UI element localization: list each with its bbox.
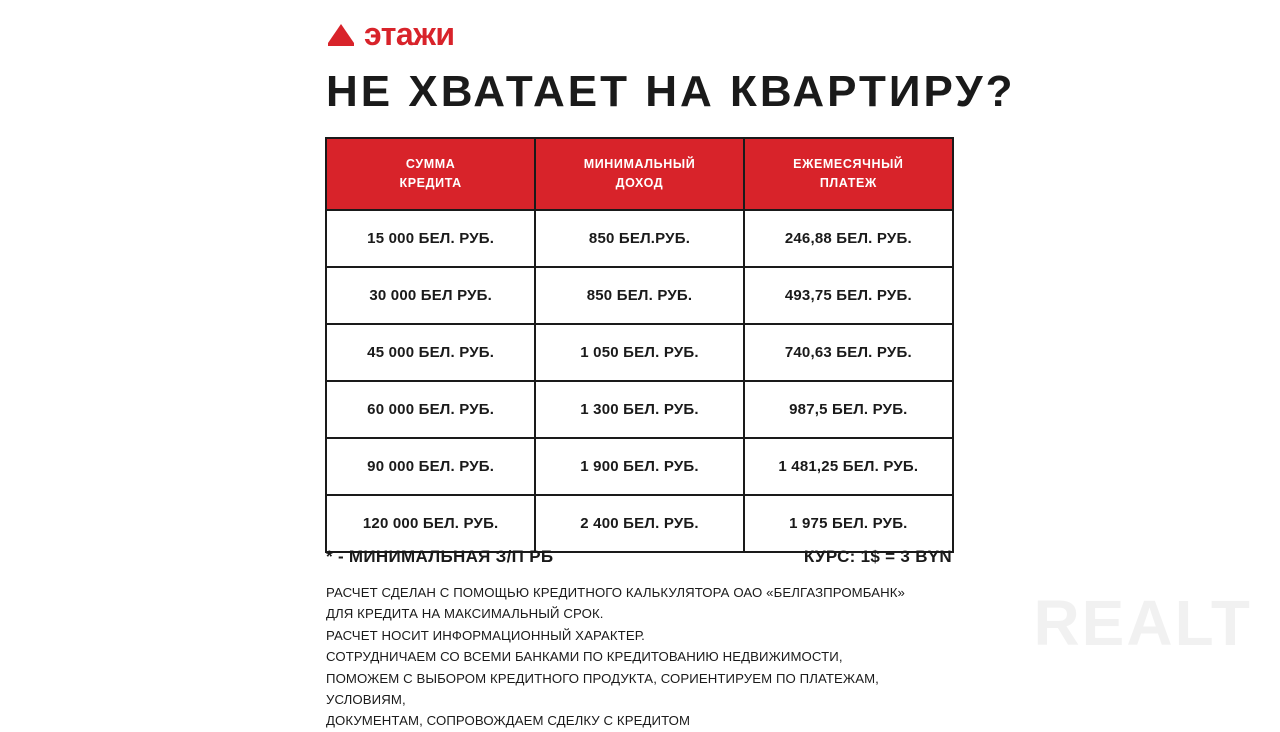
- brand-logo: [326, 18, 455, 50]
- table-cell: 60 000 БЕЛ. РУБ.: [327, 381, 535, 438]
- table-cell: 987,5 БЕЛ. РУБ.: [744, 381, 952, 438]
- fineprint-line: УСЛОВИЯМ,: [326, 691, 406, 707]
- table-header-row: [327, 139, 952, 210]
- table-cell: 45 000 БЕЛ. РУБ.: [327, 324, 535, 381]
- table-body: [327, 210, 952, 551]
- table-header-cell: [327, 139, 535, 210]
- table-header-cell: [535, 139, 743, 210]
- table-cell: 493,75 БЕЛ. РУБ.: [744, 267, 952, 324]
- table-cell: 850 БЕЛ. РУБ.: [535, 267, 743, 324]
- fineprint-line: РАСЧЕТ НОСИТ ИНФОРМАЦИОННЫЙ ХАРАКТЕР.: [326, 627, 645, 643]
- table-row: [327, 267, 952, 324]
- credit-table-wrapper: [325, 137, 954, 553]
- table-row: [327, 210, 952, 267]
- credit-table: [327, 139, 952, 551]
- watermark: REALT: [1033, 587, 1252, 659]
- page-title: НЕ ХВАТАЕТ НА КВАРТИРУ?: [326, 67, 1016, 116]
- table-cell: 1 975 БЕЛ. РУБ.: [744, 495, 952, 551]
- fineprint-line: ДЛЯ КРЕДИТА НА МАКСИМАЛЬНЫЙ СРОК.: [326, 606, 604, 622]
- header-line: КРЕДИТА: [399, 175, 462, 190]
- table-cell: 850 БЕЛ.РУБ.: [535, 210, 743, 267]
- table-cell: 740,63 БЕЛ. РУБ.: [744, 324, 952, 381]
- table-row: [327, 495, 952, 551]
- table-cell: 15 000 БЕЛ. РУБ.: [327, 210, 535, 267]
- fineprint-line: ПОМОЖЕМ С ВЫБОРОМ КРЕДИТНОГО ПРОДУКТА, СОРИЕНТИРУЕМ ПО ПЛАТЕЖАМ,: [326, 670, 879, 686]
- header-line: ДОХОД: [615, 175, 664, 190]
- house-roof-icon: [326, 21, 356, 47]
- table-cell: 1 300 БЕЛ. РУБ.: [535, 381, 743, 438]
- table-header: [327, 139, 952, 210]
- table-row: [327, 438, 952, 495]
- notes-row: [326, 547, 952, 567]
- table-row: [327, 324, 952, 381]
- header-line: ПЛАТЕЖ: [819, 175, 877, 190]
- exchange-rate-note: КУРС: 1$ = 3 BYN: [803, 547, 952, 566]
- minimum-salary-note: * - МИНИМАЛЬНАЯ З/П РБ: [326, 547, 554, 566]
- table-cell: 30 000 БЕЛ РУБ.: [327, 267, 535, 324]
- table-cell: 1 481,25 БЕЛ. РУБ.: [744, 438, 952, 495]
- fineprint-line: ДОКУМЕНТАМ, СОПРОВОЖДАЕМ СДЕЛКУ С КРЕДИТОМ: [326, 713, 691, 729]
- brand-name: этажи: [364, 16, 455, 52]
- table-cell: 1 050 БЕЛ. РУБ.: [535, 324, 743, 381]
- table-cell: 2 400 БЕЛ. РУБ.: [535, 495, 743, 551]
- table-header-cell: [744, 139, 952, 210]
- header-line: СУММА: [405, 157, 456, 171]
- table-cell: 120 000 БЕЛ. РУБ.: [327, 495, 535, 551]
- header-line: МИНИМАЛЬНЫЙ: [583, 157, 696, 171]
- fineprint-line: РАСЧЕТ СДЕЛАН С ПОМОЩЬЮ КРЕДИТНОГО КАЛЬКУЛЯТОРА ОАО «БЕЛГАЗПРОМБАНК»: [326, 585, 905, 600]
- table-row: [327, 381, 952, 438]
- header-line: ЕЖЕМЕСЯЧНЫЙ: [793, 157, 904, 171]
- table-cell: 90 000 БЕЛ. РУБ.: [327, 438, 535, 495]
- fineprint-block: [326, 582, 986, 732]
- table-cell: 1 900 БЕЛ. РУБ.: [535, 438, 743, 495]
- fineprint-line: СОТРУДНИЧАЕМ СО ВСЕМИ БАНКАМИ ПО КРЕДИТОВАНИЮ НЕДВИЖИМОСТИ,: [326, 649, 843, 665]
- table-cell: 246,88 БЕЛ. РУБ.: [744, 210, 952, 267]
